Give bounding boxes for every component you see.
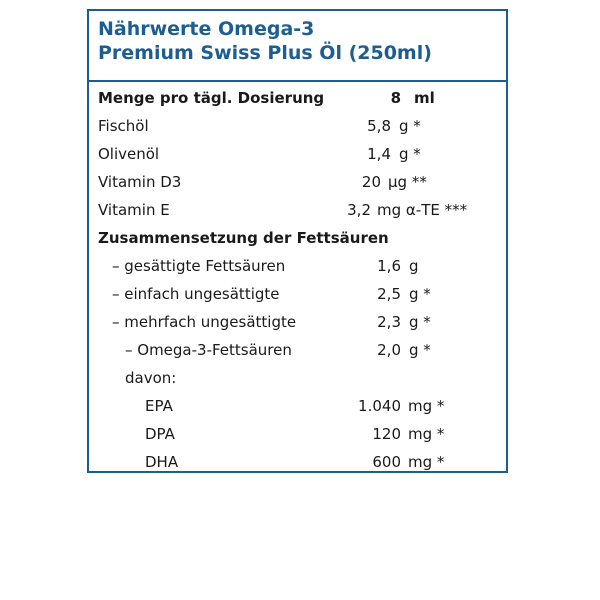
row-oliveoil [89,140,506,168]
row-saturated [89,252,506,280]
row-unit: µg ** [388,173,427,191]
title-line-1: Nährwerte Omega-3 [98,18,315,40]
row-label: Fischöl [98,117,149,135]
row-number: 120 [372,425,401,443]
section-heading: Zusammensetzung der Fettsäuren [98,229,389,247]
row-label: EPA [145,397,173,415]
row-number: 5,8 [367,117,391,135]
row-dpa [89,420,506,448]
row-number: 8 [390,89,401,107]
row-label: davon: [125,369,177,387]
row-number: 2,3 [377,313,401,331]
row-unit: g * [409,313,431,331]
row-label: Olivenöl [98,145,160,163]
row-unit: g * [409,285,431,303]
row-unit: ml [414,89,435,107]
row-omega3 [89,336,506,364]
row-number: 20 [361,173,381,191]
row-label: – einfach ungesättigte [112,285,280,303]
row-number: 2,5 [377,285,401,303]
row-label: – mehrfach ungesättigte [112,313,297,331]
row-number: 3,2 [347,201,371,219]
row-label: DHA [145,453,179,471]
title-divider [89,80,506,82]
nutrition-title [98,17,498,65]
row-label: – Omega-3-Fettsäuren [125,341,292,359]
row-label: Vitamin D3 [98,173,182,191]
row-fishoil [89,112,506,140]
nutrition-facts-panel [87,9,508,473]
row-unit: mg * [408,397,445,415]
row-epa [89,392,506,420]
row-label: Menge pro tägl. Dosierung [98,89,325,107]
row-label: Vitamin E [98,201,170,219]
row-vitamin-d3 [89,168,506,196]
row-label: DPA [145,425,175,443]
row-dha [89,448,506,476]
row-fatty-acids-heading [89,224,506,252]
row-davon [89,364,506,392]
row-number: 1.040 [358,397,401,415]
row-unit: mg α-TE *** [377,201,468,219]
row-number: 1,4 [367,145,391,163]
row-unit: g * [409,341,431,359]
row-unit: g * [399,117,421,135]
row-unit: mg * [408,425,445,443]
row-number: 1,6 [377,257,401,275]
row-unit: g * [399,145,421,163]
row-number: 600 [372,453,401,471]
row-unit: mg * [408,453,445,471]
row-label: – gesättigte Fettsäuren [112,257,286,275]
row-vitamin-e [89,196,506,224]
row-number: 2,0 [377,341,401,359]
title-line-2: Premium Swiss Plus Öl (250ml) [98,42,432,64]
row-unit: g [409,257,419,275]
row-dosage [89,84,506,112]
row-polyunsaturated [89,308,506,336]
row-monounsaturated [89,280,506,308]
